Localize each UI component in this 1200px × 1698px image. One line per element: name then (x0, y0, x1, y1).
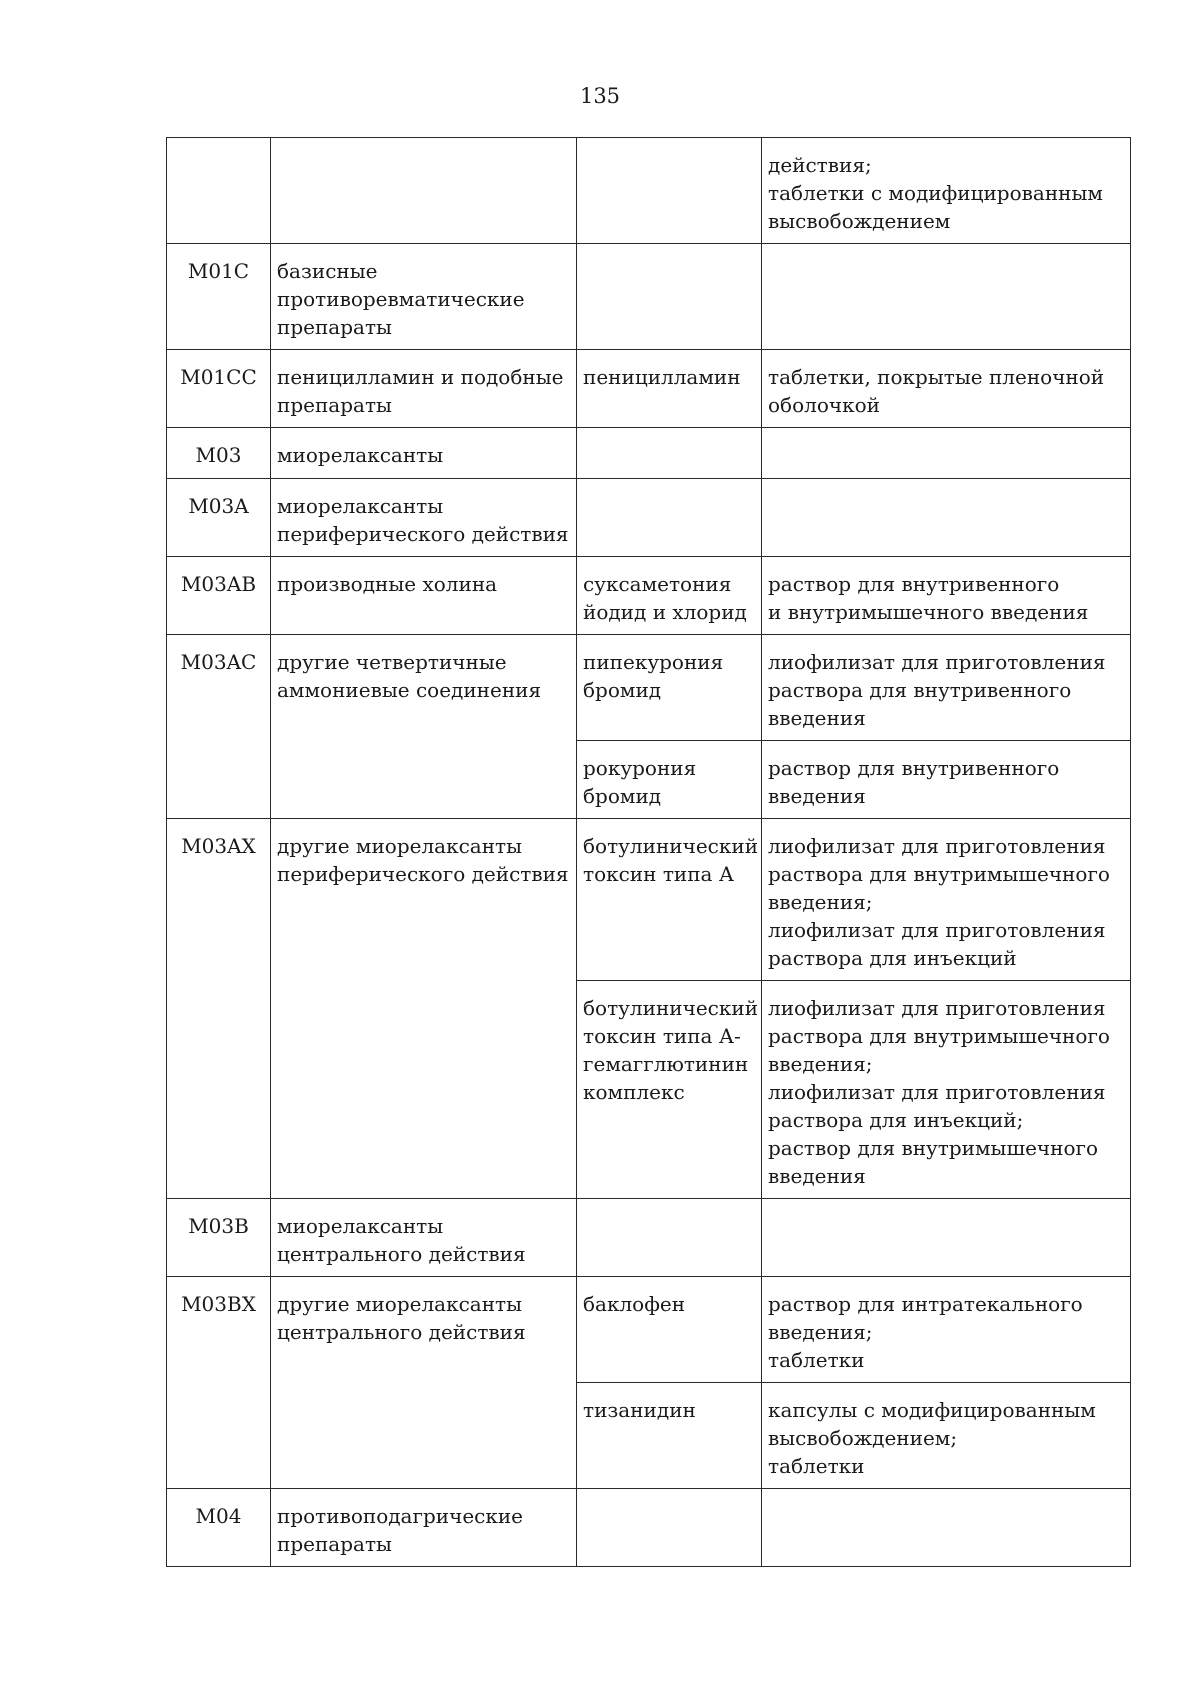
atc-code-cell: M03B (167, 1199, 271, 1277)
form-cell: капсулы с модифицированным высвобождением; таблетки (762, 1383, 1131, 1489)
drug-cell (577, 1199, 762, 1277)
form-cell: таблетки, покрытые пленочной оболочкой (762, 350, 1131, 428)
form-cell (762, 244, 1131, 350)
group-cell: пеницилламин и подобные препараты (271, 350, 577, 428)
table-row (167, 138, 1131, 244)
table-row (167, 1199, 1131, 1277)
group-cell (271, 138, 577, 244)
atc-code-cell: M03BX (167, 1277, 271, 1489)
atc-code-cell (167, 138, 271, 244)
group-cell: миорелаксанты периферического действия (271, 479, 577, 557)
table-row (167, 479, 1131, 557)
group-cell: миорелаксанты (271, 428, 577, 479)
form-cell (762, 479, 1131, 557)
form-cell: раствор для интратекального введения; таблетки (762, 1277, 1131, 1383)
drug-cell (577, 428, 762, 479)
drug-cell (577, 244, 762, 350)
atc-code-cell: M01CC (167, 350, 271, 428)
form-cell: раствор для внутривенного введения (762, 741, 1131, 819)
atc-code-cell: M03AB (167, 557, 271, 635)
drug-cell: ботулинический токсин типа А- гемагглютинин комплекс (577, 981, 762, 1199)
table-row (167, 350, 1131, 428)
atc-code-cell: M03 (167, 428, 271, 479)
table-row (167, 635, 1131, 741)
drug-cell: пипекурония бромид (577, 635, 762, 741)
form-cell: лиофилизат для приготовления раствора для внутримышечного введения; лиофилизат для приготовления раствора для инъекций; раствор для внутримышечного введения (762, 981, 1131, 1199)
drug-cell (577, 479, 762, 557)
form-cell (762, 1489, 1131, 1567)
group-cell: другие миорелаксанты центрального действия (271, 1277, 577, 1489)
atc-code-cell: M03A (167, 479, 271, 557)
atc-code-cell: M04 (167, 1489, 271, 1567)
drug-cell: ботулинический токсин типа А (577, 819, 762, 981)
form-cell (762, 428, 1131, 479)
table-row (167, 428, 1131, 479)
drug-cell (577, 138, 762, 244)
form-cell (762, 1199, 1131, 1277)
atc-code-cell: M01C (167, 244, 271, 350)
form-cell: действия; таблетки с модифицированным высвобождением (762, 138, 1131, 244)
drug-table (166, 137, 1131, 1567)
table-row (167, 244, 1131, 350)
form-cell: лиофилизат для приготовления раствора для внутривенного введения (762, 635, 1131, 741)
drug-cell: рокурония бромид (577, 741, 762, 819)
table-row (167, 557, 1131, 635)
form-cell: раствор для внутривенного и внутримышечного введения (762, 557, 1131, 635)
table-row (167, 1489, 1131, 1567)
page-number: 135 (579, 84, 621, 108)
group-cell: базисные противоревматические препараты (271, 244, 577, 350)
table-row (167, 1277, 1131, 1383)
table-row (167, 819, 1131, 981)
group-cell: производные холина (271, 557, 577, 635)
atc-code-cell: M03AX (167, 819, 271, 1199)
drug-cell: пеницилламин (577, 350, 762, 428)
drug-cell: баклофен (577, 1277, 762, 1383)
atc-code-cell: M03AC (167, 635, 271, 819)
group-cell: миорелаксанты центрального действия (271, 1199, 577, 1277)
drug-cell: тизанидин (577, 1383, 762, 1489)
form-cell: лиофилизат для приготовления раствора для внутримышечного введения; лиофилизат для приготовления раствора для инъекций (762, 819, 1131, 981)
drug-cell (577, 1489, 762, 1567)
group-cell: другие миорелаксанты периферического действия (271, 819, 577, 1199)
group-cell: противоподагрические препараты (271, 1489, 577, 1567)
group-cell: другие четвертичные аммониевые соединения (271, 635, 577, 819)
drug-cell: суксаметония йодид и хлорид (577, 557, 762, 635)
